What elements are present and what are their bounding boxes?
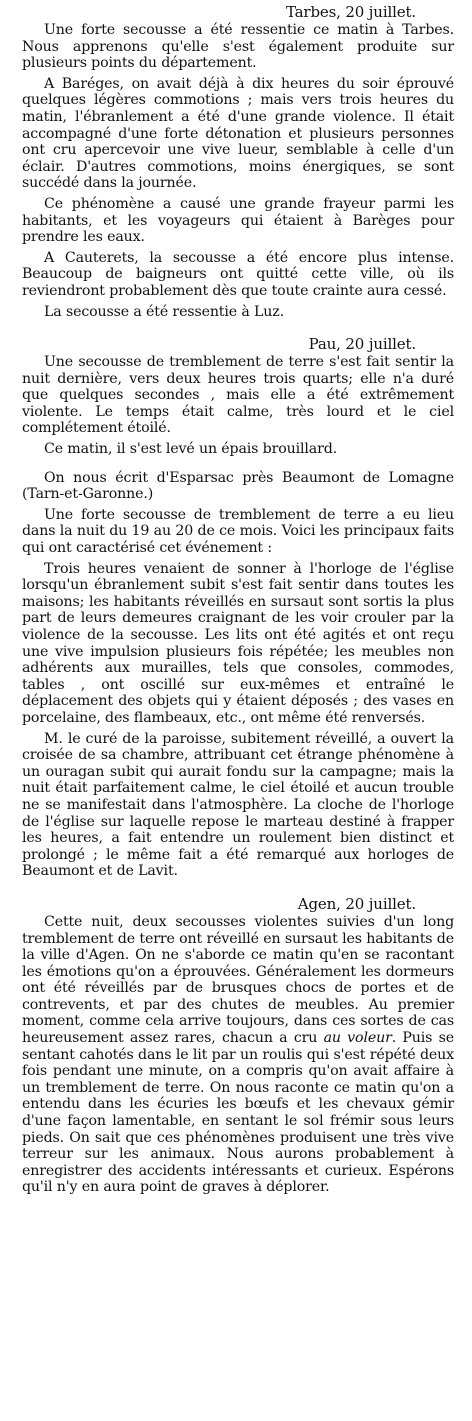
paragraph-agen-text-before: Cette nuit, deux secousses violentes suivies d'un long tremblement de terre ont réveillé en sursaut les habitants de la ville d'Agen. On ne s'aborde ce matin qu'en se racontant les émotions qu'on a éprouvées. Généralement les dormeurs ont été réveillés par de brusques chocs de portes et de contrevents, et par des chutes de meubles. Au premier moment, comme cela arrive toujours, dans ces sortes de cas heureusement assez rares, chacun a cru xyxy=(22,913,454,1047)
paragraph-tarbes-4: A Cauterets, la secousse a été encore plus intense. Beaucoup de baigneurs ont quitté cette ville, où ils reviendront probablement dès que toute crainte aura cessé. xyxy=(22,249,454,299)
paragraph-esparsac-1: Une forte secousse de tremblement de terre a eu lieu dans la nuit du 19 au 20 de ce mois. Voici les principaux faits qui ont caractérisé cet événement : xyxy=(22,506,454,557)
section-spacer xyxy=(22,324,454,332)
section-spacer xyxy=(22,884,454,892)
dateline-tarbes: Tarbes, 20 juillet. xyxy=(285,3,416,21)
paragraph-agen-text-after: . Puis se sentant cahotés dans le lit par un roulis qui s'est répété deux fois pendant une minute, on a compris qu'on avait affaire à un tremblement de terre. On nous raconte ce matin qu'on a entendu dans les écuries les bœufs et les chevaux gémir d'une façon lamentable, en sentant le sol frémir sous leurs pieds. On sait que ces phénomènes produisent une très vive terreur sur les animaux. Nous aurons probablement à enregistrer des accidents intéressants et curieux. Espérons qu'il n'y en aura point de graves à déplorer. xyxy=(22,1030,454,1196)
paragraph-esparsac-2: Trois heures venaient de sonner à l'horloge de l'église lorsqu'un ébranlement subit s'est fait sentir dans toutes les maisons; les habitants réveillés en sursaut sont sortis la plus part de leurs demeures craignant de les voir crouler par la violence de la secousse. Les lits ont été agités et ont reçu une vive impulsion plusieurs fois répétée; les meubles non adhérents aux murailles, tels que consoles, commodes, tables , ont oscillé sur eux-mêmes et entraîné le déplacement des objets qui y étaient déposés ; des vases en porcelaine, des flambeaux, etc., ont même été renversés. xyxy=(22,560,454,726)
section-spacer xyxy=(22,462,454,470)
paragraph-pau-2: Ce matin, il s'est levé un épais brouillard. xyxy=(44,441,338,458)
dateline-agen: Agen, 20 juillet. xyxy=(297,894,416,913)
paragraph-tarbes-2: A Baréges, on avait déjà à dix heures du soir éprouvé quelques légères commotions ; mais vers trois heures du matin, l'ébranlement a été d'une grande violence. Il était accompagné d'une forte détonation et plusieurs personnes ont cru apercevoir une vive lueur, semblable à celle d'un éclair. D'autres commotions, moins énergiques, se sont succédé dans la journée. xyxy=(22,75,454,192)
paragraph-agen-italic: au voleur xyxy=(323,1030,392,1047)
paragraph-tarbes-1: Une forte secousse a été ressentie ce matin à Tarbes. Nous apprenons qu'elle s'est également produite sur plusieurs points du département. xyxy=(22,22,454,72)
paragraph-agen-1 xyxy=(22,914,454,1196)
newspaper-column xyxy=(22,0,454,1421)
intro-esparsac: On nous écrit d'Esparsac près Beaumont de Lomagne (Tarn-et-Garonne.) xyxy=(22,469,454,503)
paragraph-pau-1: Une secousse de tremblement de terre s'est fait sentir la nuit dernière, vers deux heures trois quarts; elle n'a duré que quelques secondes , mais elle a été extrêmement violente. Le temps était calme, très lourd et le ciel complétement étoilé. xyxy=(22,354,454,437)
paragraph-tarbes-5: La secousse a été ressentie à Luz. xyxy=(44,303,284,320)
paragraph-tarbes-3: Ce phénomène a causé une grande frayeur parmi les habitants, et les voyageurs qui étaient à Barèges pour prendre les eaux. xyxy=(22,195,454,246)
dateline-pau: Pau, 20 juillet. xyxy=(308,335,416,354)
paragraph-esparsac-3: M. le curé de la paroisse, subitement réveillé, a ouvert la croisée de sa chambre, attribuant cet étrange phénomène à un ouragan subit qui aurait fondu sur la campagne; mais la nuit était parfaitement calme, le ciel étoilé et aucun trouble ne se manifestait dans l'atmosphère. La cloche de l'horloge de l'église sur laquelle repose le marteau destiné à frapper les heures, a fait entendre un roulement bien distinct et prolongé ; le même fait a été remarqué aux horloges de Beaumont et de Lavit. xyxy=(22,730,454,880)
